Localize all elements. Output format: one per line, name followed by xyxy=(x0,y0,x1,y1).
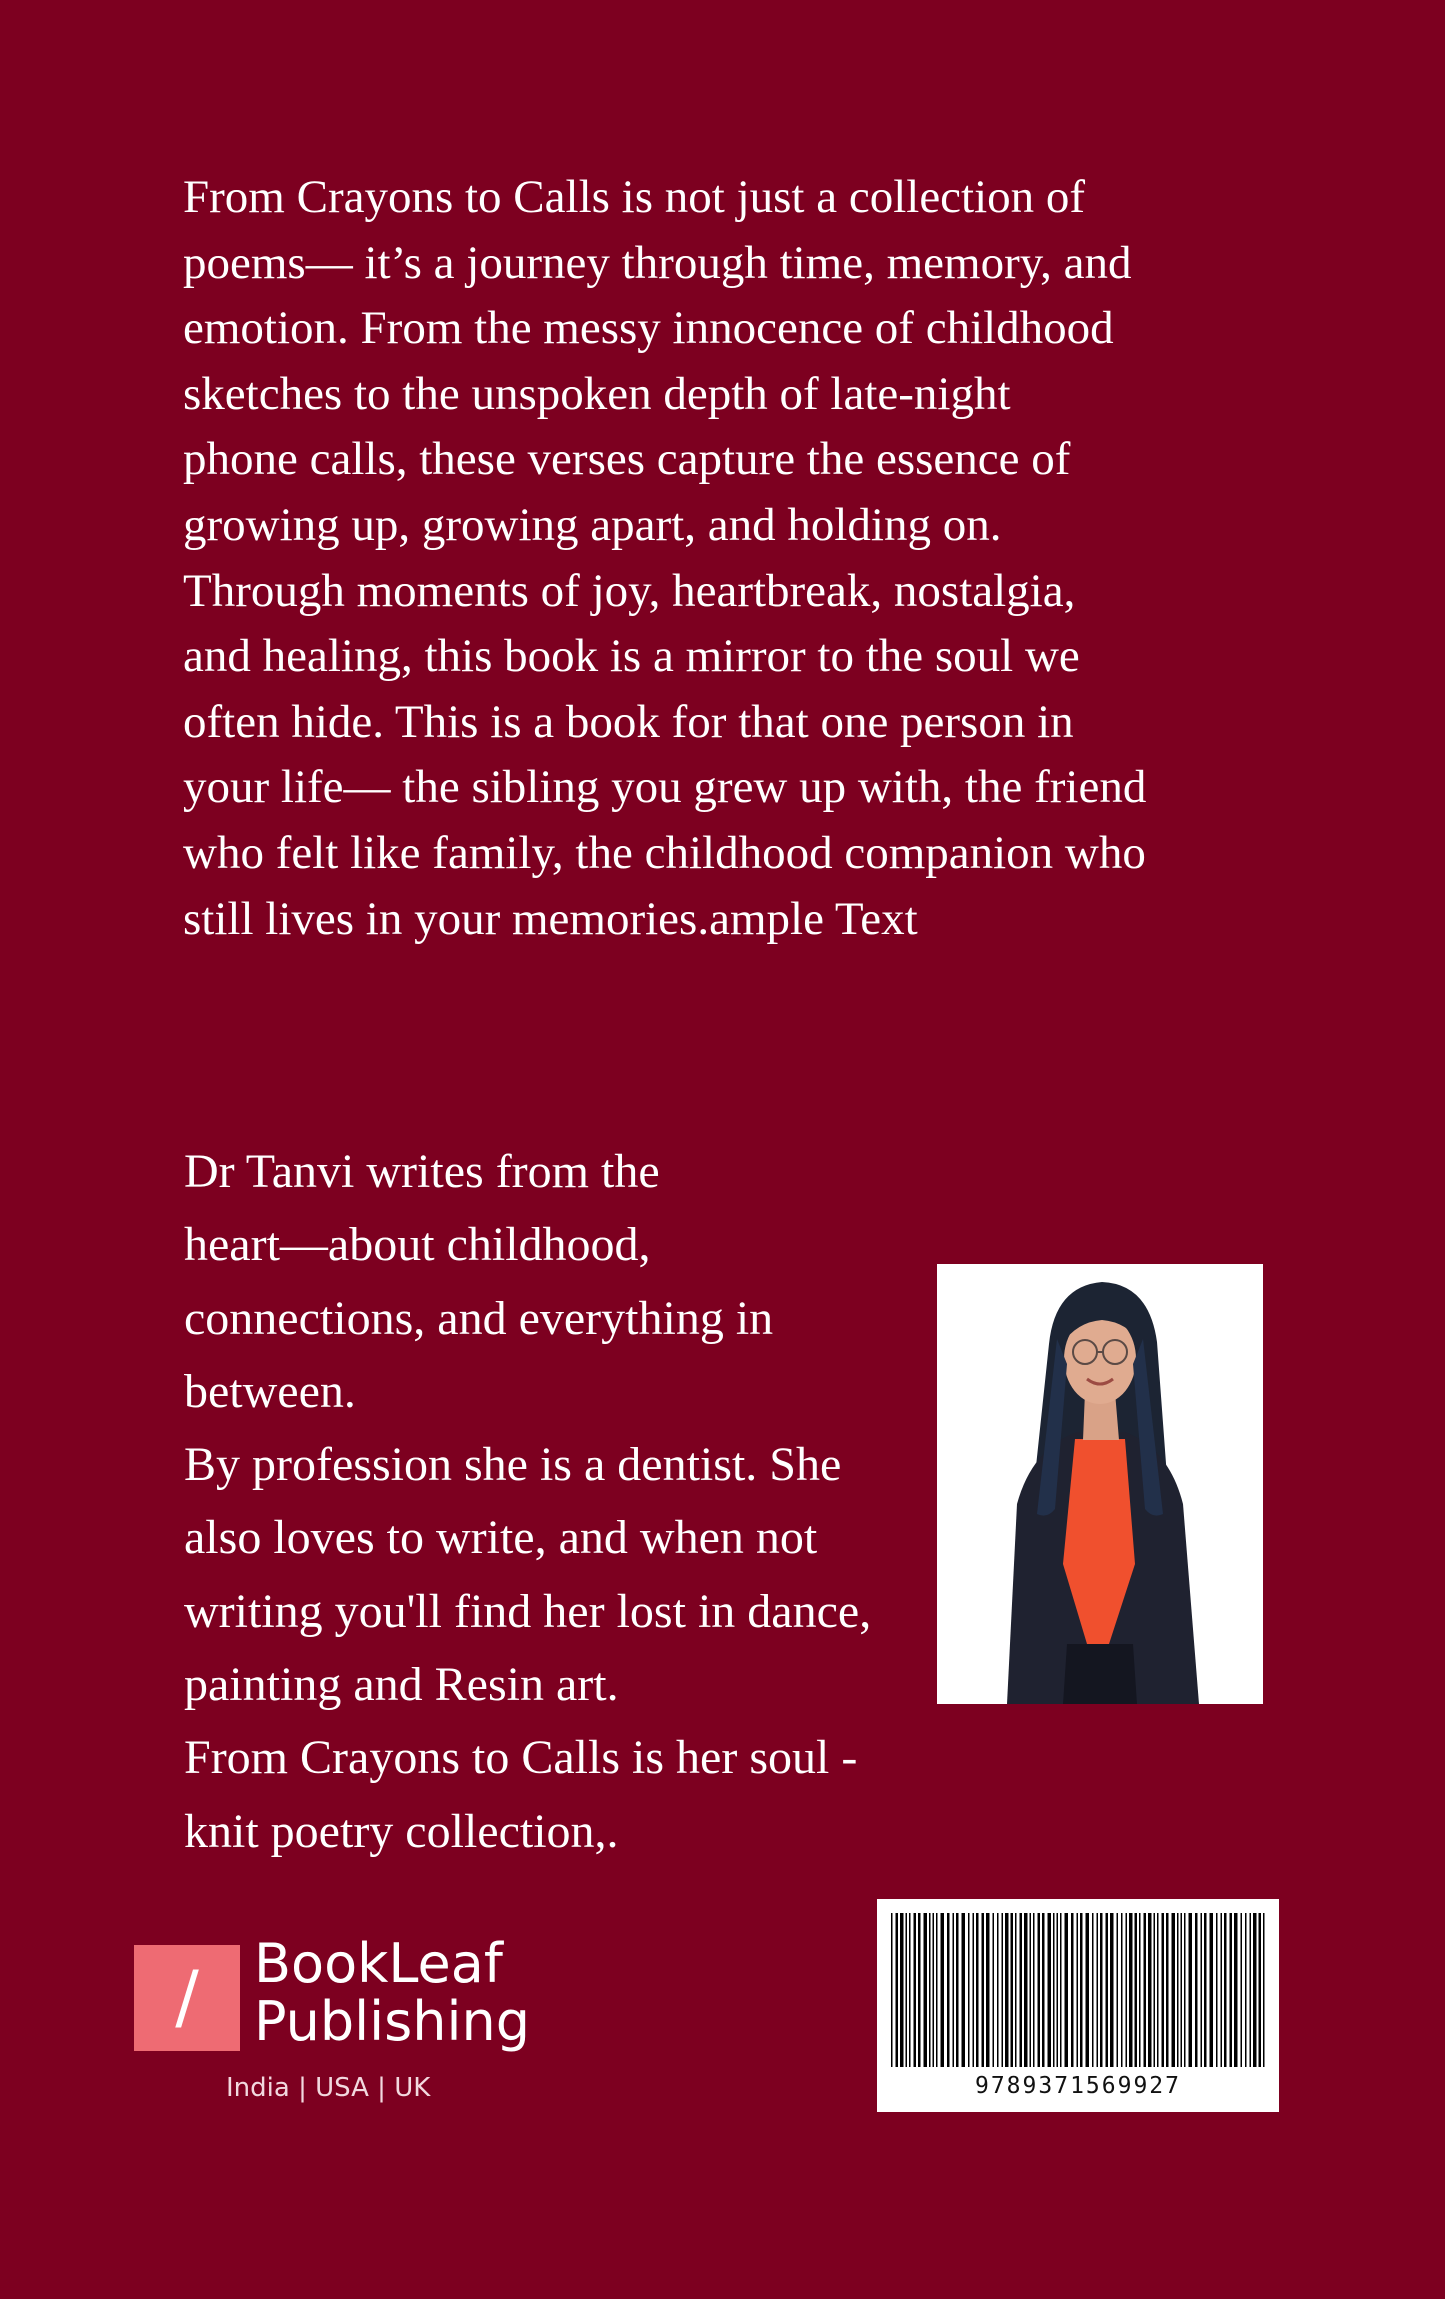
bio-line: heart—about childhood, xyxy=(184,1218,651,1272)
barcode-bar xyxy=(906,1913,908,2067)
barcode-bar xyxy=(1195,1913,1198,2067)
barcode-bar xyxy=(1053,1913,1055,2067)
barcode-bar xyxy=(1253,1913,1257,2067)
barcode-bar xyxy=(1172,1913,1176,2067)
barcode-bar xyxy=(1024,1913,1028,2067)
author-portrait-illustration xyxy=(937,1264,1263,1704)
barcode-bar xyxy=(1181,1913,1183,2067)
barcode-bar xyxy=(896,1913,899,2067)
barcode-bar xyxy=(1139,1913,1141,2067)
barcode-bar xyxy=(1038,1913,1041,2067)
barcode-bar xyxy=(1126,1913,1128,2067)
barcode-bar xyxy=(918,1913,921,2067)
barcode-bar xyxy=(953,1913,955,2067)
blurb-line: growing up, growing apart, and holding on. xyxy=(183,498,1002,551)
barcode-bar xyxy=(1135,1913,1138,2067)
barcode-bar xyxy=(1097,1913,1099,2067)
bio-line: From Crayons to Calls is her soul - xyxy=(184,1731,858,1785)
barcode-bar xyxy=(1080,1913,1083,2067)
publisher-name-line: BookLeaf xyxy=(254,1932,503,1995)
barcode-bar xyxy=(1129,1913,1133,2067)
barcode-bar xyxy=(1216,1913,1218,2067)
barcode-bar xyxy=(1204,1913,1207,2067)
barcode-bar xyxy=(1005,1913,1009,2067)
bio-line: Dr Tanvi writes from the xyxy=(184,1145,660,1198)
barcode-bar xyxy=(1157,1913,1159,2067)
author-bio xyxy=(184,1135,924,1868)
barcode-bar xyxy=(1189,1913,1193,2067)
barcode-bar xyxy=(1048,1913,1052,2067)
barcode-bar xyxy=(1154,1913,1156,2067)
bio-line: By profession she is a dentist. She xyxy=(184,1438,842,1492)
barcode-bar xyxy=(1148,1913,1152,2067)
barcode-bar xyxy=(1086,1913,1090,2067)
barcode-bar xyxy=(1030,1913,1032,2067)
barcode-bar xyxy=(1117,1913,1119,2067)
barcode-bar xyxy=(982,1913,985,2067)
blurb-line: often hide. This is a book for that one person in xyxy=(183,695,1074,748)
blurb-line: still lives in your memories.ample Text xyxy=(183,892,918,945)
barcode-bar xyxy=(914,1913,917,2067)
blurb-line: From Crayons to Calls is not just a collection of xyxy=(183,171,1086,223)
barcode-bar xyxy=(1259,1913,1262,2067)
barcode-bar xyxy=(1177,1913,1179,2067)
barcode-bar xyxy=(1106,1913,1109,2067)
bio-line: also loves to write, and when not xyxy=(184,1511,818,1565)
barcode-bar xyxy=(1042,1913,1045,2067)
barcode-bar xyxy=(1057,1913,1059,2067)
barcode-bar xyxy=(1100,1913,1103,2067)
blurb-line: who felt like family, the childhood companion who xyxy=(183,826,1146,879)
barcode-bar xyxy=(1144,1913,1147,2067)
bio-line: writing you'll find her lost in dance, xyxy=(184,1584,872,1638)
barcode-bar xyxy=(924,1913,928,2067)
barcode-bar xyxy=(1015,1913,1017,2067)
barcode-bar xyxy=(1121,1913,1123,2067)
blurb-line: and healing, this book is a mirror to the soul we xyxy=(183,630,1080,683)
blurb-line: sketches to the unspoken depth of late-night xyxy=(183,367,1011,420)
author-photo xyxy=(937,1264,1263,1704)
blurb-line: your life— the sibling you grew up with, the friend xyxy=(183,761,1147,814)
barcode-bar xyxy=(976,1913,979,2067)
bio-line: knit poetry collection,. xyxy=(184,1804,619,1858)
barcode-bar xyxy=(1166,1913,1169,2067)
bio-line: painting and Resin art. xyxy=(184,1658,619,1712)
barcode-bar xyxy=(1210,1913,1214,2067)
blurb-line: phone calls, these verses capture the essence of xyxy=(183,433,1071,486)
barcode-bar xyxy=(933,1913,935,2067)
barcode-bar xyxy=(1060,1913,1062,2067)
barcode-bar xyxy=(997,1913,999,2067)
barcode-bar xyxy=(1065,1913,1069,2067)
barcode-bar xyxy=(1110,1913,1114,2067)
barcode-bar xyxy=(1245,1913,1247,2067)
barcode-bar xyxy=(936,1913,938,2067)
barcode-bar xyxy=(1002,1913,1004,2067)
barcode-bar xyxy=(962,1913,966,2067)
barcode-bar xyxy=(1224,1913,1227,2067)
back-cover-blurb xyxy=(183,165,1243,952)
publisher-logo-mark xyxy=(134,1945,240,2051)
barcode-bar xyxy=(1250,1913,1252,2067)
barcode-bar xyxy=(1201,1913,1203,2067)
publisher-name-line: Publishing xyxy=(254,1990,530,2053)
barcode-bar xyxy=(909,1913,911,2067)
barcode-bar xyxy=(1184,1913,1186,2067)
barcode-bar xyxy=(1162,1913,1165,2067)
blurb-line: poems— it’s a journey through time, memory, and xyxy=(183,236,1132,289)
barcode-bar xyxy=(1092,1913,1094,2067)
isbn-number: 9789371569927 xyxy=(974,2073,1181,2099)
barcode-bar xyxy=(993,1913,995,2067)
barcode-bar xyxy=(1077,1913,1079,2067)
barcode-bar xyxy=(1020,1913,1023,2067)
publisher-regions: India | USA | UK xyxy=(226,2073,431,2103)
bio-line: connections, and everything in xyxy=(184,1291,774,1345)
barcode-bar xyxy=(1241,1913,1243,2067)
barcode-bar xyxy=(956,1913,959,2067)
barcode-bar xyxy=(941,1913,945,2067)
publisher-name xyxy=(254,1932,530,2053)
barcode-bar xyxy=(929,1913,931,2067)
barcode-bar xyxy=(1033,1913,1035,2067)
barcode-bar xyxy=(973,1913,975,2067)
barcode-bar xyxy=(947,1913,950,2067)
barcode-bar xyxy=(1230,1913,1233,2067)
blurb-line: Through moments of joy, heartbreak, nostalgia, xyxy=(183,564,1076,617)
slash-icon: / xyxy=(175,1956,199,2038)
blurb-line: emotion. From the messy innocence of childhood xyxy=(183,302,1114,355)
barcode-bar xyxy=(1221,1913,1223,2067)
bio-line: between. xyxy=(184,1364,356,1418)
barcode-bar xyxy=(1071,1913,1074,2067)
isbn-barcode xyxy=(877,1899,1279,2112)
barcode-bar xyxy=(968,1913,970,2067)
barcode-bar xyxy=(891,1913,893,2067)
barcode-bar xyxy=(900,1913,904,2067)
barcode-bar xyxy=(1234,1913,1238,2067)
barcode-bar xyxy=(986,1913,990,2067)
barcode-bar xyxy=(1263,1913,1265,2067)
barcode-bar xyxy=(1011,1913,1014,2067)
